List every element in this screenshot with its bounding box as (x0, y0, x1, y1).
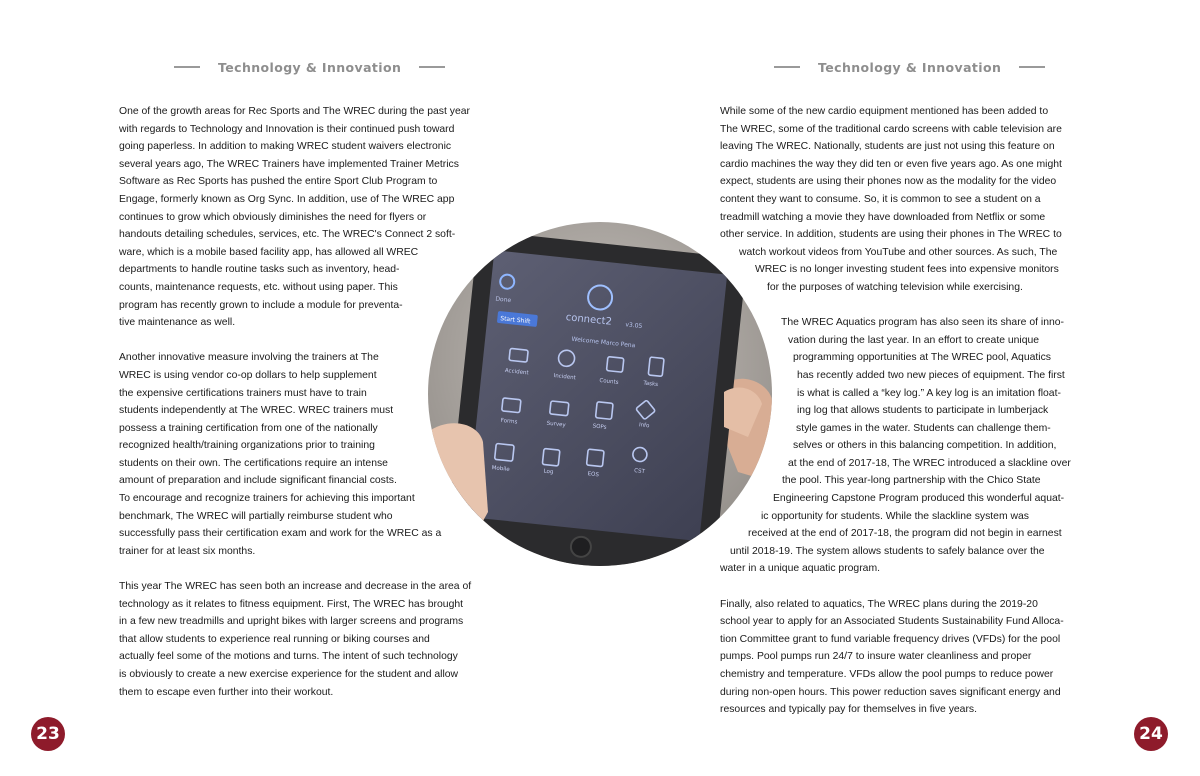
tile-label-accident: Accident (504, 367, 529, 377)
photo-app-version: v3.05 (625, 321, 643, 331)
text-line: ing log that allows students to participate in lumberjack (797, 405, 1049, 417)
text-line: ic opportunity for students. While the slackline system was (761, 510, 1029, 522)
text-line: the pool. This year-long partnership with the Chico State (782, 475, 1041, 487)
tile-label-eos: EOS (587, 471, 600, 479)
page-header-left (174, 58, 445, 76)
text-line: technology as it relates to fitness equipment. First, The WREC has brought (119, 598, 464, 610)
page-header-right (774, 58, 1045, 76)
tile-label-mobile: Mobile (491, 465, 510, 473)
right-page-body (720, 103, 1071, 719)
text-line: content they want to consume. So, it is common to see a student on a (720, 193, 1041, 205)
text-line: WREC is using vendor co-op dollars to help supplement (119, 369, 377, 381)
text-line: students on their own. The certifications require an intense (119, 457, 388, 469)
text-line: watch workout videos from YouTube and other sources. As such, The (739, 246, 1058, 258)
text-line: other service. In addition, students are using their phones in The WREC to (720, 229, 1062, 241)
text-line: pumps. Pool pumps run 24/7 to insure water cleanliness and proper (720, 651, 1032, 663)
text-line: Engage, formerly known as Org Sync. In addition, use of The WREC app (119, 193, 455, 205)
text-line: Software as Rec Sports has pushed the entire Sport Club Program to (119, 176, 438, 188)
text-line: programming opportunities at The WREC pool, Aquatics (793, 352, 1051, 364)
text-line: has recently added two new pieces of equipment. The first (797, 369, 1065, 381)
text-line: received at the end of 2017-18, the program did not begin in earnest (748, 528, 1062, 540)
text-line: leaving The WREC. Nationally, students are just not using this feature on (720, 141, 1055, 153)
text-line: at the end of 2017-18, The WREC introduced a slackline over (788, 457, 1071, 469)
text-line: This year The WREC has seen both an increase and decrease in the area of (119, 581, 472, 593)
tablet-illustration (428, 222, 772, 566)
text-line: with regards to Technology and Innovation is their continued push toward (119, 123, 455, 135)
text-line: program has recently grown to include a module for preventa- (119, 299, 403, 311)
header-rule-left (174, 66, 200, 68)
text-line: One of the growth areas for Rec Sports and The WREC during the past year (119, 106, 470, 117)
text-line: school year to apply for an Associated Students Sustainability Fund Alloca- (720, 616, 1064, 628)
text-line: trainer for at least six months. (119, 545, 256, 557)
text-line: is what is called a “key log.” A key log is an imitation float- (797, 387, 1061, 399)
text-line: several years ago, The WREC Trainers have implemented Trainer Metrics (119, 158, 459, 170)
tile-label-forms: Forms (500, 417, 518, 426)
tile-label-info: Info (638, 422, 650, 430)
text-line: for the purposes of watching television while exercising. (767, 281, 1023, 293)
text-line: continues to grow which obviously diminishes the need for flyers or (119, 211, 427, 223)
text-line: benchmark, The WREC will partially reimburse student who (119, 510, 393, 522)
tile-label-sops: SOPs (592, 423, 607, 431)
tile-label-counts: Counts (599, 377, 619, 386)
text-line: is obviously to create a new exercise experience for the student and allow (119, 669, 459, 680)
paragraph-gap (720, 297, 1071, 315)
photo-button-label: Start Shift (499, 315, 531, 326)
text-line: WREC is no longer investing student fees into expensive monitors (755, 264, 1059, 276)
page-number-right: 24 (1134, 717, 1168, 751)
text-line: treadmill watching a movie they have downloaded from Netflix or some (720, 211, 1046, 223)
text-line: ware, which is a mobile based facility app, has allowed all WREC (119, 246, 419, 258)
section-title-right: Technology & Innovation (818, 59, 1002, 75)
text-line: Another innovative measure involving the trainers at The (119, 352, 379, 364)
text-line: going paperless. In addition to making WREC student waivers electronic (119, 141, 452, 153)
photo-app-name: connect2 (565, 312, 613, 328)
paragraph-gap (119, 332, 471, 350)
text-line: actually feel some of the motions and turns. The intent of such technology (119, 651, 458, 663)
text-line: recognized health/training organizations prior to training (119, 440, 375, 452)
text-line: until 2018-19. The system allows students to safely balance over the (730, 545, 1045, 557)
tile-label-log: Log (543, 468, 554, 476)
text-line: The WREC Aquatics program has also seen its share of inno- (781, 317, 1064, 329)
header-rule-right (1019, 66, 1045, 68)
text-line: Finally, also related to aquatics, The WREC plans during the 2019-20 (720, 598, 1038, 610)
text-line: vation during the last year. In an effort to create unique (788, 334, 1040, 346)
header-rule-left (774, 66, 800, 68)
tile-label-survey: Survey (546, 420, 566, 429)
text-line: resources and typically pay for themselves in five years. (720, 704, 977, 716)
text-line: departments to handle routine tasks such as inventory, head- (119, 264, 400, 276)
text-line: amount of preparation and include significant financial costs. (119, 475, 397, 487)
text-line: successfully pass their certification exam and work for the WREC as a (119, 528, 442, 540)
text-line: counts, maintenance requests, etc. without using paper. This (119, 281, 398, 293)
paragraph-gap (119, 560, 471, 578)
text-line: tion Committee grant to fund variable frequency drives (VFDs) for the pool (720, 633, 1061, 645)
photo-welcome-text: Welcome Marco Pena (571, 335, 636, 350)
text-line: cardio machines the way they did ten or even five years ago. As one might (720, 158, 1062, 170)
text-line: water in a unique aquatic program. (720, 563, 880, 575)
header-rule-right (419, 66, 445, 68)
tile-label-cst: CST (633, 468, 646, 476)
text-line: The WREC, some of the traditional cardo screens with cable television are (720, 123, 1062, 135)
text-line: While some of the new cardio equipment mentioned has been added to (720, 106, 1049, 117)
text-line: expect, students are using their phones now as the modality for the video (720, 176, 1057, 188)
text-line: during non-open hours. This power reduction saves significant energy and (720, 686, 1061, 698)
tile-label-tasks: Tasks (643, 380, 659, 388)
text-line: To encourage and recognize trainers for achieving this important (119, 493, 415, 505)
photo-side-label: Done (494, 295, 512, 305)
tablet-photo (428, 222, 772, 566)
tile-label-incident: Incident (553, 373, 577, 382)
text-line: them to escape even further into their workout. (119, 686, 334, 698)
page-number-left: 23 (31, 717, 65, 751)
text-line: style games in the water. Students can challenge them- (796, 422, 1051, 434)
section-title-left: Technology & Innovation (218, 59, 402, 75)
text-line: the expensive certifications trainers must have to train (119, 387, 367, 399)
text-line: that allow students to experience real running or biking courses and (119, 633, 430, 645)
text-line: in a few new treadmills and upright bikes with larger screens and programs (119, 616, 464, 628)
text-line: Engineering Capstone Program produced this wonderful aquat- (773, 493, 1065, 505)
left-page-body (119, 103, 471, 701)
text-line: handouts detailing schedules, services, etc. The WREC's Connect 2 soft- (119, 229, 456, 241)
text-line: possess a training certification from one of the nationally (119, 422, 378, 434)
text-line: chemistry and temperature. VFDs allow the pool pumps to reduce power (720, 669, 1054, 680)
text-line: tive maintenance as well. (119, 317, 236, 329)
text-line: selves or others in this balancing competition. In addition, (793, 440, 1057, 452)
paragraph-gap (720, 578, 1071, 596)
text-line: students independently at The WREC. WREC trainers must (119, 405, 394, 417)
